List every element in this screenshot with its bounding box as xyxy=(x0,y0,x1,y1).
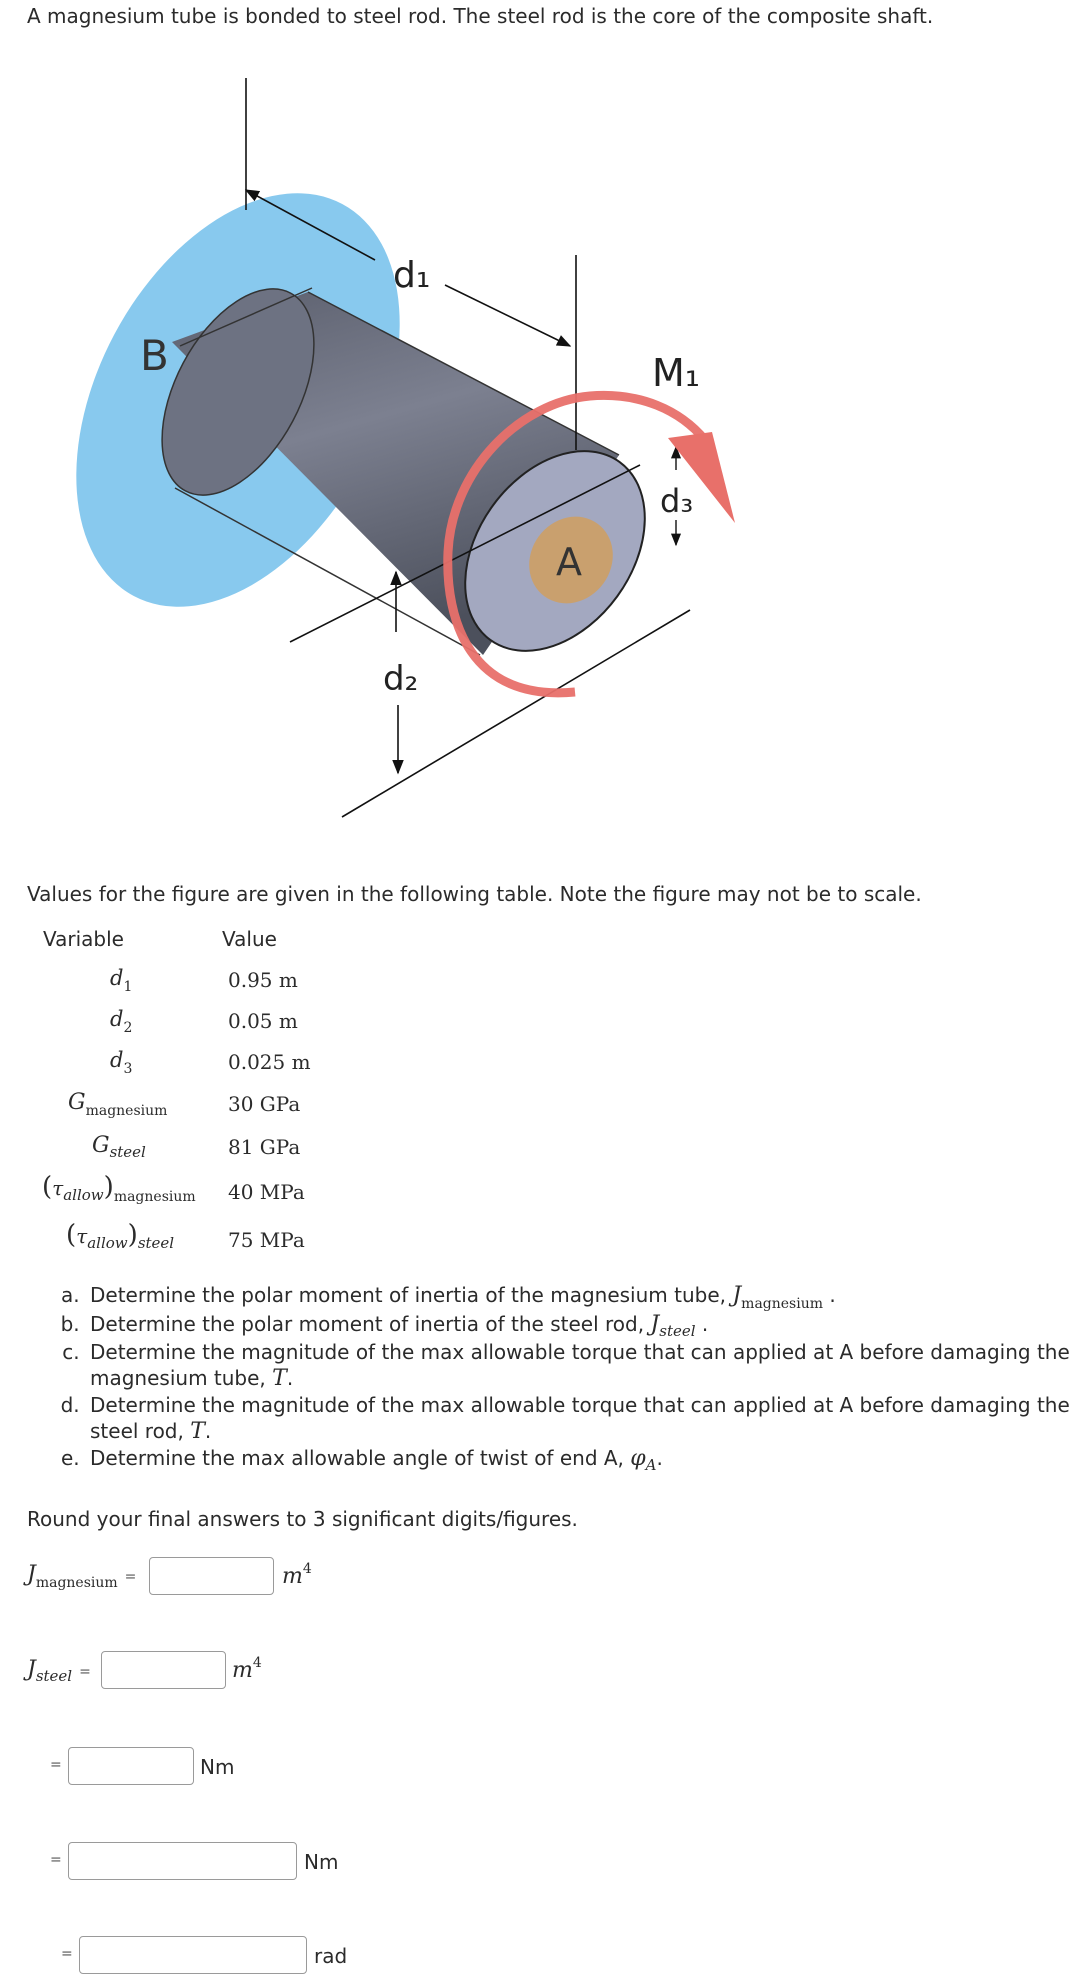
intro-text: A magnesium tube is bonded to steel rod. The steel rod is the core of the composite shaft. xyxy=(27,4,934,28)
t-steel-input[interactable] xyxy=(68,1842,297,1880)
table-note: Values for the figure are given in the following table. Note the figure may not be to scale. xyxy=(27,882,922,906)
table-row-taumag-value: 40 MPa xyxy=(228,1180,305,1204)
phi-unit: rad xyxy=(314,1944,348,1968)
label-b: B xyxy=(140,331,169,380)
composite-shaft-figure xyxy=(0,40,800,840)
table-row-d2-value: 0.05 m xyxy=(228,1009,298,1033)
label-a: A xyxy=(556,540,582,584)
j-mag-unit: $m^4$ xyxy=(282,1561,312,1589)
t-steel-unit: Nm xyxy=(304,1850,339,1874)
j-steel-label: $J_{steel}$ = xyxy=(27,1657,91,1685)
label-d3: d₃ xyxy=(660,482,694,520)
label-m1: M₁ xyxy=(652,351,701,395)
part-a: a. Determine the polar moment of inertia of the magnesium tube, $J_{magnesium}$ . xyxy=(86,1282,1071,1311)
part-c: c. Determine the magnitude of the max allowable torque that can applied at A before damaging the magnesium tube, T. xyxy=(86,1339,1071,1392)
table-header-variable: Variable xyxy=(43,927,124,951)
table-row-d1-var: $d_1$ xyxy=(110,966,133,995)
table-row-gmag-var: $G_{magnesium}$ xyxy=(68,1090,168,1119)
t-mag-unit: Nm xyxy=(200,1755,235,1779)
table-row-d1-value: 0.95 m xyxy=(228,968,298,992)
table-row-d3-var: $d_3$ xyxy=(110,1048,133,1077)
j-mag-label: $J_{magnesium}$ = xyxy=(27,1562,137,1591)
table-row-d3-value: 0.025 m xyxy=(228,1050,311,1074)
part-b: b. Determine the polar moment of inertia of the steel rod, $J_{steel}$ . xyxy=(86,1311,1071,1339)
table-row-taumag-var: $(\tau_{allow})_{magnesium}$ xyxy=(42,1172,196,1205)
table-row-gmag-value: 30 GPa xyxy=(228,1092,301,1116)
phi-eq: = xyxy=(61,1946,73,1962)
j-mag-input[interactable] xyxy=(149,1557,274,1595)
round-note: Round your final answers to 3 significant digits/figures. xyxy=(27,1507,578,1531)
t-mag-eq: = xyxy=(50,1757,62,1773)
table-row-tausteel-var: $(\tau_{allow})_{steel}$ xyxy=(66,1220,175,1252)
table-row-d2-var: $d_2$ xyxy=(110,1007,133,1036)
table-row-gsteel-var: $G_{steel}$ xyxy=(92,1133,146,1161)
table-row-gsteel-value: 81 GPa xyxy=(228,1135,301,1159)
part-e: e. Determine the max allowable angle of twist of end A, $\varphi_A$. xyxy=(86,1445,1071,1473)
question-parts xyxy=(50,1282,1071,1473)
t-mag-input[interactable] xyxy=(68,1747,194,1785)
phi-input[interactable] xyxy=(79,1936,307,1974)
label-d1: d₁ xyxy=(393,255,431,296)
j-steel-input[interactable] xyxy=(101,1651,226,1689)
label-d2: d₂ xyxy=(383,659,419,699)
table-row-tausteel-value: 75 MPa xyxy=(228,1228,305,1252)
j-steel-unit: $m^4$ xyxy=(232,1655,262,1683)
part-d: d. Determine the magnitude of the max allowable torque that can applied at A before damaging the steel rod, T. xyxy=(86,1392,1071,1445)
t-steel-eq: = xyxy=(50,1852,62,1868)
table-header-value: Value xyxy=(222,927,277,951)
